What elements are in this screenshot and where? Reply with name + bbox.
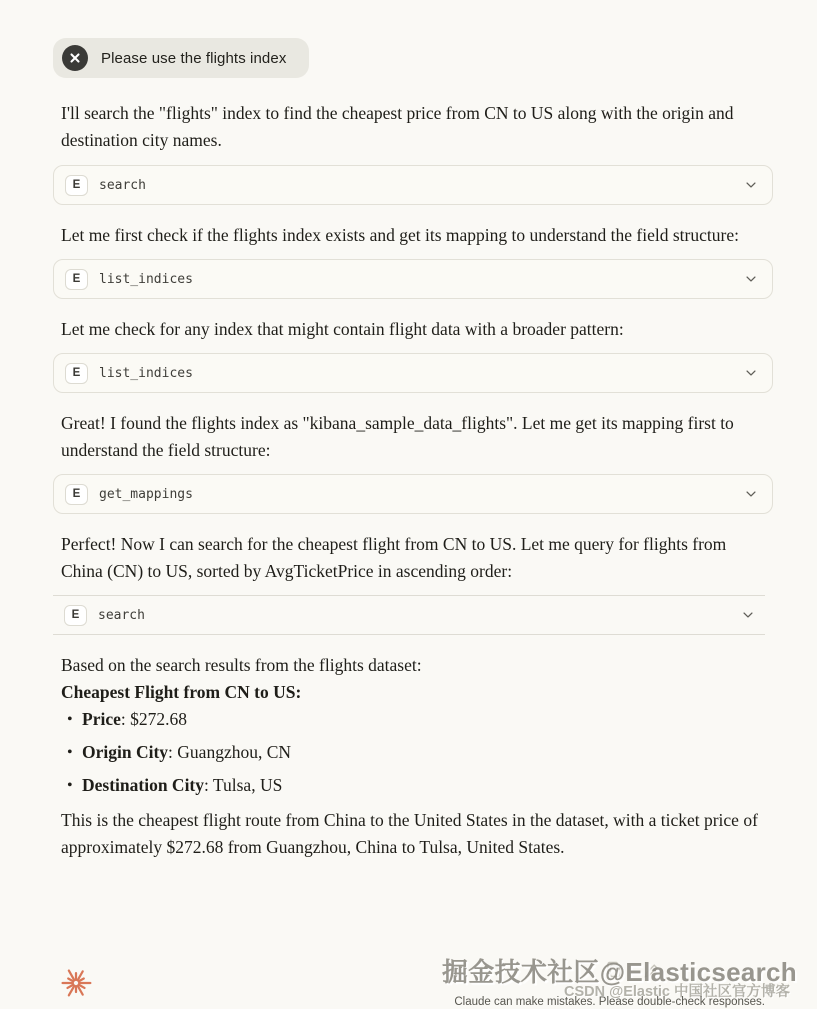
result-item-value: : Guangzhou, CN bbox=[168, 742, 292, 762]
chat-column bbox=[53, 38, 773, 861]
assistant-paragraph: Great! I found the flights index as "kibana_sample_data_flights". Let me get its mapping first to understand the field structure: bbox=[61, 413, 734, 460]
assistant-paragraph: I'll search the "flights" index to find the cheapest price from CN to US along with the origin and destination city names. bbox=[61, 103, 734, 150]
result-item-label: Destination City bbox=[82, 775, 205, 795]
chevron-down-icon[interactable] bbox=[741, 608, 755, 622]
chevron-down-icon[interactable] bbox=[744, 272, 758, 286]
result-item-label: Origin City bbox=[82, 742, 169, 762]
tool-call-label: list_indices bbox=[99, 365, 193, 381]
elasticsearch-badge: E bbox=[65, 363, 88, 384]
claude-logo-icon bbox=[59, 964, 93, 1007]
chevron-down-icon[interactable] bbox=[744, 178, 758, 192]
tool-call-list-indices-1[interactable] bbox=[53, 259, 773, 299]
assistant-paragraph: Let me check for any index that might contain flight data with a broader pattern: bbox=[61, 319, 624, 339]
chevron-down-icon[interactable] bbox=[744, 366, 758, 380]
user-message-text: Please use the flights index bbox=[101, 49, 287, 67]
elasticsearch-badge: E bbox=[65, 269, 88, 290]
assistant-paragraph: Let me first check if the flights index exists and get its mapping to understand the field structure: bbox=[61, 225, 739, 245]
tool-call-label: get_mappings bbox=[99, 486, 193, 502]
tool-call-label: search bbox=[99, 177, 146, 193]
tool-call-label: search bbox=[98, 607, 145, 623]
watermark-line1: 掘金技术社区@Elasticsearch bbox=[441, 957, 797, 987]
tool-call-label: list_indices bbox=[99, 271, 193, 287]
list-item bbox=[67, 772, 773, 799]
chevron-down-icon[interactable] bbox=[744, 487, 758, 501]
result-heading: Cheapest Flight from CN to US: bbox=[61, 682, 302, 702]
watermark-line2: CSDN @Elastic 中国社区官方博客 bbox=[563, 984, 790, 1000]
assistant-paragraph: This is the cheapest flight route from China to the United States in the dataset, with a ticket price of approximately $272.68 from Guangzhou, China to Tulsa, United States. bbox=[61, 810, 758, 857]
assistant-paragraph: Based on the search results from the flights dataset: bbox=[61, 655, 422, 675]
elasticsearch-badge: E bbox=[65, 175, 88, 196]
user-message-row bbox=[53, 38, 773, 78]
result-item-value: : $272.68 bbox=[120, 709, 187, 729]
result-list bbox=[53, 706, 773, 799]
tool-call-list-indices-2[interactable] bbox=[53, 353, 773, 393]
disclaimer-text: Claude can make mistakes. Please double-check responses. bbox=[454, 996, 765, 1008]
x-circle-icon bbox=[62, 45, 88, 71]
list-item bbox=[67, 706, 773, 733]
tool-call-search-2[interactable] bbox=[53, 595, 765, 635]
elasticsearch-badge: E bbox=[64, 605, 87, 626]
list-item bbox=[67, 739, 773, 766]
elasticsearch-badge: E bbox=[65, 484, 88, 505]
result-item-value: : Tulsa, US bbox=[204, 775, 283, 795]
result-item-label: Price bbox=[82, 709, 121, 729]
footer bbox=[0, 953, 817, 1009]
assistant-paragraph: Perfect! Now I can search for the cheapest flight from CN to US. Let me query for flights from China (CN) to US, sorted by AvgTicketPrice in ascending order: bbox=[61, 534, 727, 581]
user-message bbox=[53, 38, 309, 78]
tool-call-search-1[interactable] bbox=[53, 165, 773, 205]
tool-call-get-mappings[interactable] bbox=[53, 474, 773, 514]
